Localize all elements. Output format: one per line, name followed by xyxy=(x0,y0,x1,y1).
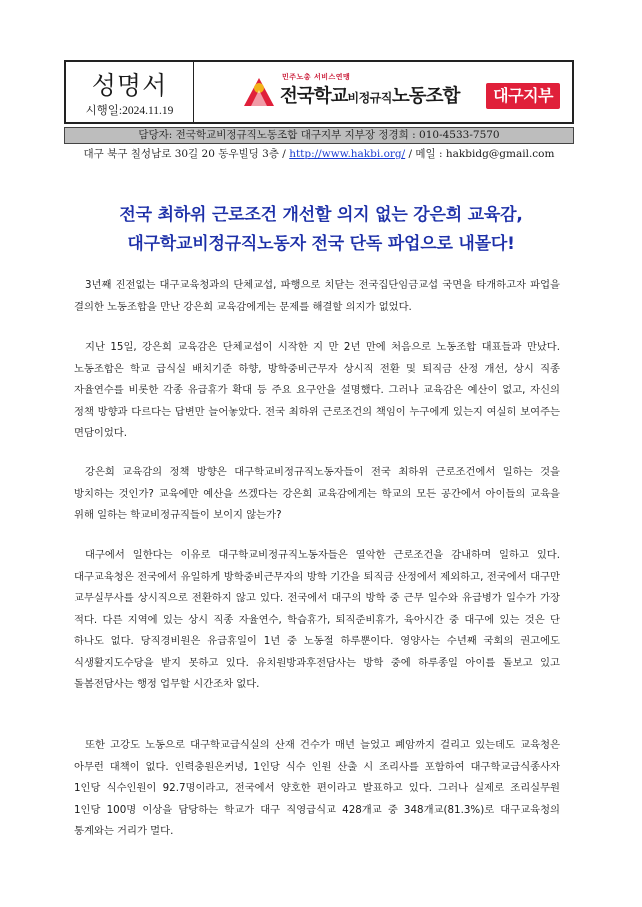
letterhead xyxy=(64,60,574,124)
doc-type-title: 성명서 xyxy=(91,71,168,100)
union-logo-icon xyxy=(242,76,276,108)
org-tagline: 민주노총 서비스연맹 xyxy=(282,73,351,81)
branch-badge: 대구지부 xyxy=(486,83,560,109)
issue-date: 시행일:2024.11.19 xyxy=(85,105,174,117)
headline-line-1: 전국 최하위 근로조건 개선할 의지 없는 강은희 교육감, xyxy=(119,205,523,225)
body-paragraph-4: 대구에서 일한다는 이유로 대구학교비정규직노동자들은 열악한 근로조건을 감내하며 일하고 있다. 대구교육청은 전국에서 유일하게 방학중비근무자의 방학 기간을 퇴직금 산정에서 제외하고, 전국에서 대구만 교무실무사를 상시직으로 전환하지 않고 있다. 전국에서 대구의 방학 중 근무 일수와 유급병가 일수가 가장 적다. 다른 지역에 있는 상시 직종 자율연수, 학습휴가, 퇴직준비휴가, 육아시간 중 대구에 있는 것은 단 하나도 없다. 당직경비원은 유급휴일이 1년 중 노동절 하루뿐이다. 영양사는 수년째 국회의 권고에도 식생활지도수당을 받지 못하고 있다. 유치원방과후전담사는 방학 중에 하루종일 아이를 돌보고 있고 돌봄전담사는 행정 업무할 시간조차 없다. xyxy=(74,549,560,690)
website-link[interactable]: http://www.hakbi.org/ xyxy=(289,148,406,160)
body-paragraph-2: 지난 15일, 강은희 교육감은 단체교섭이 시작한 지 만 2년 만에 처음으로 노동조합 대표들과 만났다. 노동조합은 학교 급식실 배치기준 하향, 방학중비근무자 상시직 전환 및 퇴직금 산정 개선, 상시 직종 자율연수를 비롯한 각종 유급휴가 확대 등 주요 요구안을 설명했다. 그러나 교육감은 예산이 없고, 자신의 정책 방향과 다르다는 답변만 늘어놓았다. 전국 최하위 근로조건의 책임이 누구에게 있는지 여실히 보여주는 면담이었다. xyxy=(74,341,560,439)
org-name-mid: 비정규직 xyxy=(347,91,392,105)
address-line xyxy=(64,146,574,161)
body-paragraph-5: 또한 고강도 노동으로 대구학교급식실의 산재 건수가 매년 늘었고 폐암까지 걸리고 있는데도 교육청은 아무런 대책이 없다. 인력충원은커녕, 1인당 식수 인원 산출 시 조리사를 포함하여 대구학교급식종사자 1인당 식수인원이 92.7명이라고, 전국에서 양호한 편이라고 발표하고 있다. 그러나 실제로 조리실무원 1인당 100명 이상을 담당하는 학교가 대구 직영급식교 428개교 중 348개교(81.3%)로 대구교육청의 통계와는 거리가 멀다. xyxy=(74,739,560,837)
org-name-right: 노동조합 xyxy=(391,86,460,107)
body-paragraph-1: 3년째 진전없는 대구교육청과의 단체교섭, 파행으로 치닫는 전국집단임금교섭 국면을 타개하고자 파업을 결의한 노동조합을 만난 강은희 교육감에게는 문제를 해결할 의지가 없었다. xyxy=(74,279,560,313)
headline-line-2: 대구학교비정규직노동자 전국 단독 파업으로 내몰다! xyxy=(127,234,515,254)
doc-type-cell xyxy=(66,62,194,122)
org-name-left: 전국학교 xyxy=(280,86,348,107)
email-text: / 메일 : hakbidg@gmail.com xyxy=(405,148,555,160)
contact-bar: 담당자: 전국학교비정규직노동조합 대구지부 지부장 정경희 : 010-4533-7570 xyxy=(64,127,574,144)
address-text: 대구 북구 칠성남로 30길 20 동우빌딩 3층 / xyxy=(83,148,290,160)
body-paragraph-3: 강은희 교육감의 정책 방향은 대구학교비정규직노동자들이 전국 최하위 근로조건에서 일하는 것을 방치하는 것인가? 교육에만 예산을 쓰겠다는 강은희 교육감에게는 학교의 모든 공간에서 아이들의 교육을 위해 일하는 학교비정규직들이 보이지 않는가? xyxy=(74,466,560,521)
org-name xyxy=(280,82,459,108)
